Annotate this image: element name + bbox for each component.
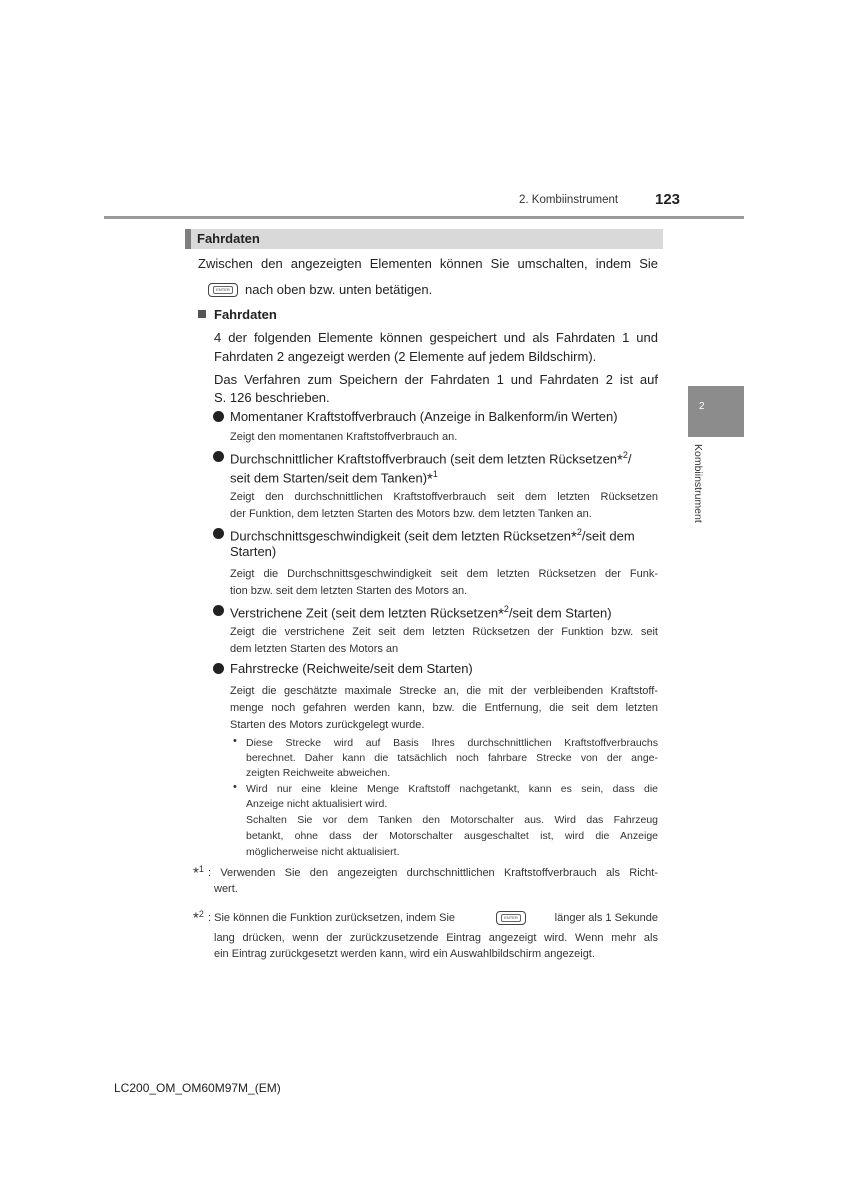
para2-line-2: S. 126 beschrieben.: [214, 390, 330, 405]
footnote-ref: 2: [503, 604, 509, 614]
bullet-dot-icon: [213, 605, 224, 616]
sub-bullet-text: Diese Strecke wird auf Basis Ihres durchschnittlichen Kraftstoffverbrauchs: [246, 737, 658, 749]
item-title-text: /seit dem: [581, 528, 635, 544]
para1-line-1: 4 der folgenden Elemente können gespeichert und als Fahrdaten 1 und: [214, 330, 658, 345]
page-number: 123: [655, 191, 681, 208]
intro-line-2: nach oben bzw. unten betätigen.: [245, 282, 433, 297]
item-description: Zeigt den momentanen Kraftstoffverbrauch an.: [230, 431, 458, 443]
enter-switch-icon: [496, 911, 526, 925]
item-title: [230, 600, 612, 623]
enter-switch-icon: [208, 283, 238, 297]
bullet-dot-icon: [213, 451, 224, 462]
footnote-number: 1: [198, 864, 204, 874]
intro-line-1: Zwischen den angezeigten Elementen können Sie umschalten, indem Sie: [198, 256, 658, 271]
item-title: [230, 523, 660, 546]
footnote-text: länger als 1 Sekunde: [554, 912, 658, 924]
sub-bullet-text: betankt, ohne dass der Motorschalter ausgeschaltet ist, wird die Anzeige: [246, 830, 658, 842]
item-description: Zeigt die Durchschnittsgeschwindigkeit seit dem letzten Rücksetzen der Funk-: [230, 568, 658, 580]
chapter-tab-label: Kombiinstrument: [692, 444, 704, 523]
footnote-marker: [193, 906, 204, 928]
footnote-marker: [193, 861, 204, 883]
item-description: Zeigt die verstrichene Zeit seit dem letzten Rücksetzen der Funktion bzw. seit: [230, 626, 658, 638]
footnote-text: lang drücken, wenn der zurückzusetzende Eintrag angezeigt wird. Wenn mehr als: [214, 932, 658, 944]
sub-bullet-icon: •: [233, 735, 237, 747]
subheading: [198, 305, 277, 324]
para1-line-2: Fahrdaten 2 angezeigt werden (2 Elemente auf jedem Bildschirm).: [214, 349, 597, 364]
item-description: dem letzten Starten des Motors an: [230, 643, 399, 655]
footnote-text: : Sie können die Funktion zurücksetzen, indem Sie: [208, 912, 456, 924]
item-title-line-2: [230, 465, 438, 488]
item-title-text: /seit dem Starten): [508, 605, 612, 621]
sub-bullet-text: Anzeige nicht aktualisiert wird.: [246, 798, 388, 810]
footnote-text: ein Eintrag zurückgesetzt werden kann, wird ein Auswahlbildschirm angezeigt.: [214, 948, 595, 960]
enter-switch-label: ENTER: [213, 286, 233, 294]
footnote-star: *: [571, 528, 577, 546]
document-code-footer: LC200_OM_OM60M97M_(EM): [114, 1081, 281, 1095]
bullet-dot-icon: [213, 411, 224, 422]
item-description: menge noch gefahren werden kann, bzw. die Entfernung, die seit dem letzten: [230, 702, 658, 714]
subheading-text: Fahrdaten: [214, 307, 277, 322]
item-title-text: seit dem Starten/seit dem Tanken): [230, 470, 428, 486]
footnote-star: *: [193, 864, 199, 882]
footnote-number: 2: [198, 909, 204, 919]
enter-switch-label: ENTER: [501, 914, 521, 922]
running-header-section: 2. Kombiinstrument: [519, 194, 619, 206]
footnote-ref: 1: [432, 469, 438, 479]
bullet-dot-icon: [213, 663, 224, 674]
item-description: Starten des Motors zurückgelegt wurde.: [230, 719, 425, 731]
item-description: der Funktion, dem letzten Starten des Motors bzw. dem letzten Tanken an.: [230, 508, 592, 520]
footnote-text: : Verwenden Sie den angezeigten durchschnittlichen Kraftstoffverbrauch als Richt-: [208, 867, 658, 879]
square-bullet-icon: [198, 310, 206, 318]
item-title-text: /: [627, 451, 632, 467]
bullet-dot-icon: [213, 528, 224, 539]
footnote-ref: 2: [622, 450, 628, 460]
footnote-star: *: [617, 451, 623, 469]
sub-bullet-text: möglicherweise nicht aktualisiert.: [246, 846, 400, 858]
footnote-star: *: [193, 909, 199, 927]
para2-line-1: Das Verfahren zum Speichern der Fahrdaten 1 und Fahrdaten 2 ist auf: [214, 372, 658, 387]
item-title-text: Verstrichene Zeit (seit dem letzten Rücksetzen: [230, 605, 499, 621]
item-description: Zeigt den durchschnittlichen Kraftstoffverbrauch seit dem letzten Rücksetzen: [230, 491, 658, 503]
footnote-star: *: [427, 470, 433, 488]
footnote-star: *: [498, 605, 504, 623]
section-title: Fahrdaten: [197, 231, 260, 246]
footnote-text: wert.: [214, 883, 238, 895]
sub-bullet-text: berechnet. Daher kann die tatsächlich noch fahrbare Strecke von der ange-: [246, 752, 658, 764]
chapter-tab-number: 2: [699, 401, 705, 412]
footnote-ref: 2: [576, 527, 582, 537]
chapter-tab: [688, 386, 744, 437]
item-title: Fahrstrecke (Reichweite/seit dem Starten): [230, 661, 473, 676]
sub-bullet-text: zeigten Reichweite abweichen.: [246, 767, 391, 779]
item-description: Zeigt die geschätzte maximale Strecke an, die mit der verbleibenden Kraftstoff-: [230, 685, 658, 697]
header-rule: [104, 216, 744, 219]
item-title-text: Durchschnittsgeschwindigkeit (seit dem letzten Rücksetzen: [230, 528, 572, 544]
sub-bullet-text: Wird nur eine kleine Menge Kraftstoff nachgetankt, kann es sein, dass die: [246, 783, 658, 795]
item-description: tion bzw. seit dem letzten Starten des Motors an.: [230, 585, 468, 597]
item-title-line-2: Starten): [230, 544, 277, 559]
sub-bullet-text: Schalten Sie vor dem Tanken den Motorschalter aus. Wird das Fahrzeug: [246, 814, 658, 826]
item-title-text: Durchschnittlicher Kraftstoffverbrauch (seit dem letzten Rücksetzen: [230, 451, 618, 467]
sub-bullet-icon: •: [233, 781, 237, 793]
item-title: Momentaner Kraftstoffverbrauch (Anzeige in Balkenform/in Werten): [230, 409, 618, 424]
